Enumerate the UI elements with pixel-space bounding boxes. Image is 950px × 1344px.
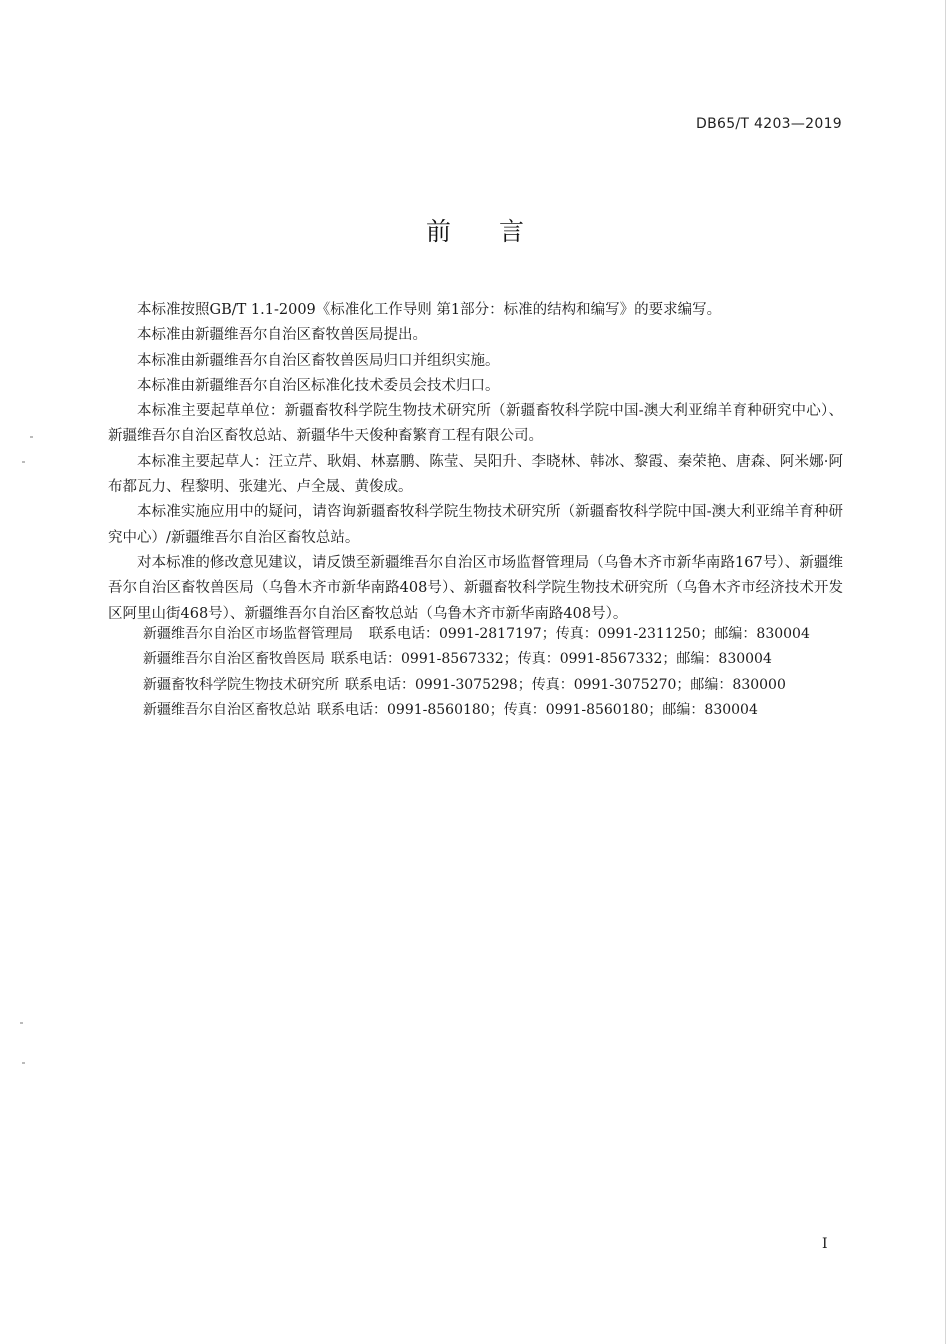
page-number: I [822,1236,828,1252]
page-title [0,212,950,248]
paragraph: 对本标准的修改意见建议，请反馈至新疆维吾尔自治区市场监督管理局（乌鲁木齐市新华南路167号）、新疆维吾尔自治区畜牧兽医局（乌鲁木齐市新华南路408号）、新疆畜牧科学院生物技术研究所（乌鲁木齐市经济技术开发区阿里山街468号）、新疆维吾尔自治区畜牧总站（乌鲁木齐市新华南路408号）。 [108,554,843,622]
contact-info: 联系电话：0991-3075298；传真：0991-3075270；邮编：830000 [345,676,786,693]
paragraph: 本标准实施应用中的疑问，请咨询新疆畜牧科学院生物技术研究所（新疆畜牧科学院中国-澳大利亚绵羊育种研究中心）/新疆维吾尔自治区畜牧总站。 [108,504,843,546]
contact-row [143,647,863,672]
scan-speck [22,461,25,463]
scan-speck [30,436,33,438]
paragraph: 本标准由新疆维吾尔自治区畜牧兽医局提出。 [137,327,427,344]
contact-row [143,673,863,698]
contact-org: 新疆维吾尔自治区市场监督管理局 [143,626,353,642]
contact-row [143,698,863,723]
paragraph: 本标准主要起草单位：新疆畜牧科学院生物技术研究所（新疆畜牧科学院中国-澳大利亚绵羊育种研究中心）、新疆维吾尔自治区畜牧总站、新疆华牛天俊种畜繁育工程有限公司。 [108,403,843,445]
paragraph: 本标准由新疆维吾尔自治区畜牧兽医局归口并组织实施。 [137,352,500,369]
scan-speck [20,1022,23,1024]
paragraph: 本标准按照GB/T 1.1-2009《标准化工作导则 第1部分：标准的结构和编写》的要求编写。 [137,302,722,318]
scan-speck [22,1062,25,1064]
contact-org: 新疆维吾尔自治区畜牧总站 [143,701,311,718]
paragraph: 本标准由新疆维吾尔自治区标准化技术委员会技术归口。 [137,377,500,394]
foreword-body [108,298,843,627]
contact-info: 联系电话：0991-2817197；传真：0991-2311250；邮编：830004 [369,626,810,642]
contact-org: 新疆维吾尔自治区畜牧兽医局 [143,651,325,668]
paragraph: 本标准主要起草人：汪立芹、耿娟、林嘉鹏、陈莹、吴阳升、李晓林、韩冰、黎霞、秦荣艳、唐森、阿米娜·阿布都瓦力、程黎明、张建光、卢全晟、黄俊成。 [108,453,843,496]
title-char-1: 前 [425,217,451,246]
title-char-2: 言 [499,217,525,246]
contact-row [143,622,863,647]
contact-info: 联系电话：0991-8560180；传真：0991-8560180；邮编：830004 [317,701,758,718]
page-edge-line [945,0,946,1344]
contact-info: 联系电话：0991-8567332；传真：0991-8567332；邮编：830004 [331,651,772,668]
contact-list [143,622,863,723]
contact-org: 新疆畜牧科学院生物技术研究所 [143,676,339,693]
document-code: DB65/T 4203—2019 [696,116,842,132]
